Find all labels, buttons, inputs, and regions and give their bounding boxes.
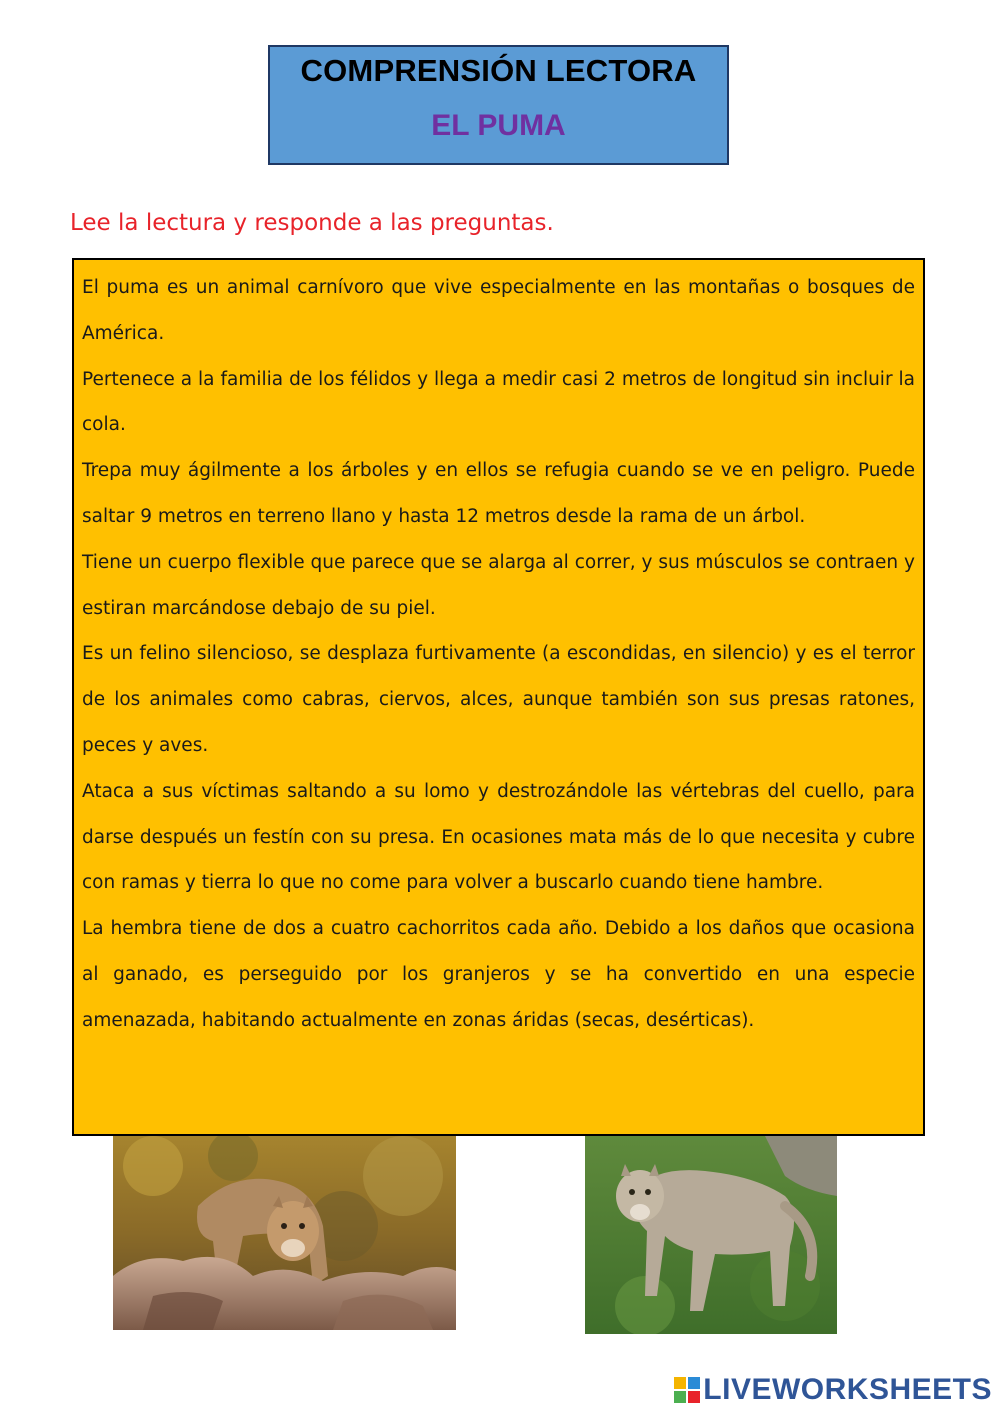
reading-paragraph: Tiene un cuerpo flexible que parece que se alarga al correr, y sus músculos se contraen y estiran marcándose debajo de su piel.	[82, 551, 915, 619]
reading-passage	[72, 258, 925, 1136]
liveworksheets-logo-icon	[674, 1377, 700, 1403]
reading-paragraph: Es un felino silencioso, se desplaza furtivamente (a escondidas, en silencio) y es el terror de los animales como cabras, ciervos, alces, aunque también son sus presas ratones, peces y aves.	[82, 643, 915, 756]
reading-paragraph: Pertenece a la familia de los félidos y llega a medir casi 2 metros de longitud sin incluir la cola.	[82, 368, 915, 436]
reading-paragraph: La hembra tiene de dos a cuatro cachorritos cada año. Debido a los daños que ocasiona al ganado, es perseguido por los granjeros y se ha convertido en una especie amenazada, habitando actualmente en zonas áridas (secas, desérticas).	[82, 918, 915, 1031]
puma-on-grass-photo	[585, 1136, 837, 1334]
instruction-text: Lee la lectura y responde a las preguntas.	[70, 210, 554, 236]
watermark	[674, 1373, 992, 1407]
title-box	[268, 45, 729, 165]
page-title: COMPRENSIÓN LECTORA	[300, 53, 697, 88]
puma-on-rocks-photo	[113, 1136, 456, 1330]
reading-paragraph: Trepa muy ágilmente a los árboles y en ellos se refugia cuando se ve en peligro. Puede saltar 9 metros en terreno llano y hasta 12 metros desde la rama de un árbol.	[82, 460, 915, 527]
watermark-text: LIVEWORKSHEETS	[703, 1373, 992, 1406]
page-subtitle: EL PUMA	[431, 109, 566, 142]
reading-paragraph: Ataca a sus víctimas saltando a su lomo y destrozándole las vértebras del cuello, para darse después un festín con su presa. En ocasiones mata más de lo que necesita y cubre con ramas y tierra lo que no come para volver a buscarlo cuando tiene hambre.	[82, 780, 915, 894]
reading-paragraph: El puma es un animal carnívoro que vive especialmente en las montañas o bosques de América.	[82, 277, 915, 344]
